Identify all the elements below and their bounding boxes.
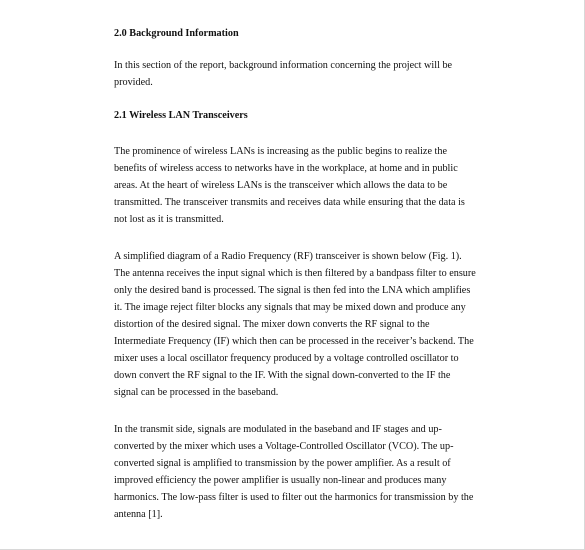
spacer <box>114 91 466 108</box>
text-line: improved efficiency the power amplifier is usually non-linear and produces many <box>114 475 447 486</box>
text-line: mixer uses a local oscillator frequency produced by a voltage controlled oscillator to <box>114 353 459 364</box>
intro-paragraph <box>114 57 466 91</box>
text-line: In the transmit side, signals are modulated in the baseband and IF stages and up- <box>114 424 442 435</box>
text-line: harmonics. The low-pass filter is used to filter out the harmonics for transmission by the <box>114 492 474 503</box>
text-line: A simplified diagram of a Radio Frequency (RF) transceiver is shown below (Fig. 1). <box>114 251 462 262</box>
subsection-heading: 2.1 Wireless LAN Transceivers <box>114 110 248 121</box>
text-line: The antenna receives the input signal which is then filtered by a bandpass filter to ensure <box>114 268 476 279</box>
text-line: converted signal is amplified to transmission by the power amplifier. As a result of <box>114 458 451 469</box>
paragraph-rf-transceiver <box>114 248 476 401</box>
text-line: transmitted. The transceiver transmits and receives data while ensuring that the data is <box>114 197 465 208</box>
spacer <box>114 401 466 421</box>
text-line: it. The image reject filter blocks any signals that may be mixed down and produce any <box>114 302 466 313</box>
text-line: benefits of wireless access to networks have in the workplace, at home and in public <box>114 163 458 174</box>
text-line: distortion of the desired signal. The mixer down converts the RF signal to the <box>114 319 430 330</box>
document-content <box>114 26 476 523</box>
text-line: The prominence of wireless LANs is increasing as the public begins to realize the <box>114 146 447 157</box>
spacer <box>114 42 466 57</box>
text-line: only the desired band is processed. The signal is then fed into the LNA which amplifies <box>114 285 471 296</box>
text-line: provided. <box>114 77 153 88</box>
spacer <box>114 228 466 248</box>
text-line: antenna [1]. <box>114 509 163 520</box>
text-line: signal can be processed in the baseband. <box>114 387 279 398</box>
section-heading: 2.0 Background Information <box>114 28 239 39</box>
text-line: areas. At the heart of wireless LANs is the transceiver which allows the data to be <box>114 180 448 191</box>
text-line: Intermediate Frequency (IF) which then can be processed in the receiver’s backend. The <box>114 336 474 347</box>
text-line: not lost as it is transmitted. <box>114 214 224 225</box>
text-line: down convert the RF signal to the IF. With the signal down-converted to the IF the <box>114 370 451 381</box>
paragraph-transmit-side <box>114 421 474 523</box>
text-line: In this section of the report, background information concerning the project will be <box>114 60 453 71</box>
text-line: converted by the mixer which uses a Voltage-Controlled Oscillator (VCO). The up- <box>114 441 454 452</box>
spacer <box>114 124 466 143</box>
paragraph-prominence <box>114 143 466 228</box>
